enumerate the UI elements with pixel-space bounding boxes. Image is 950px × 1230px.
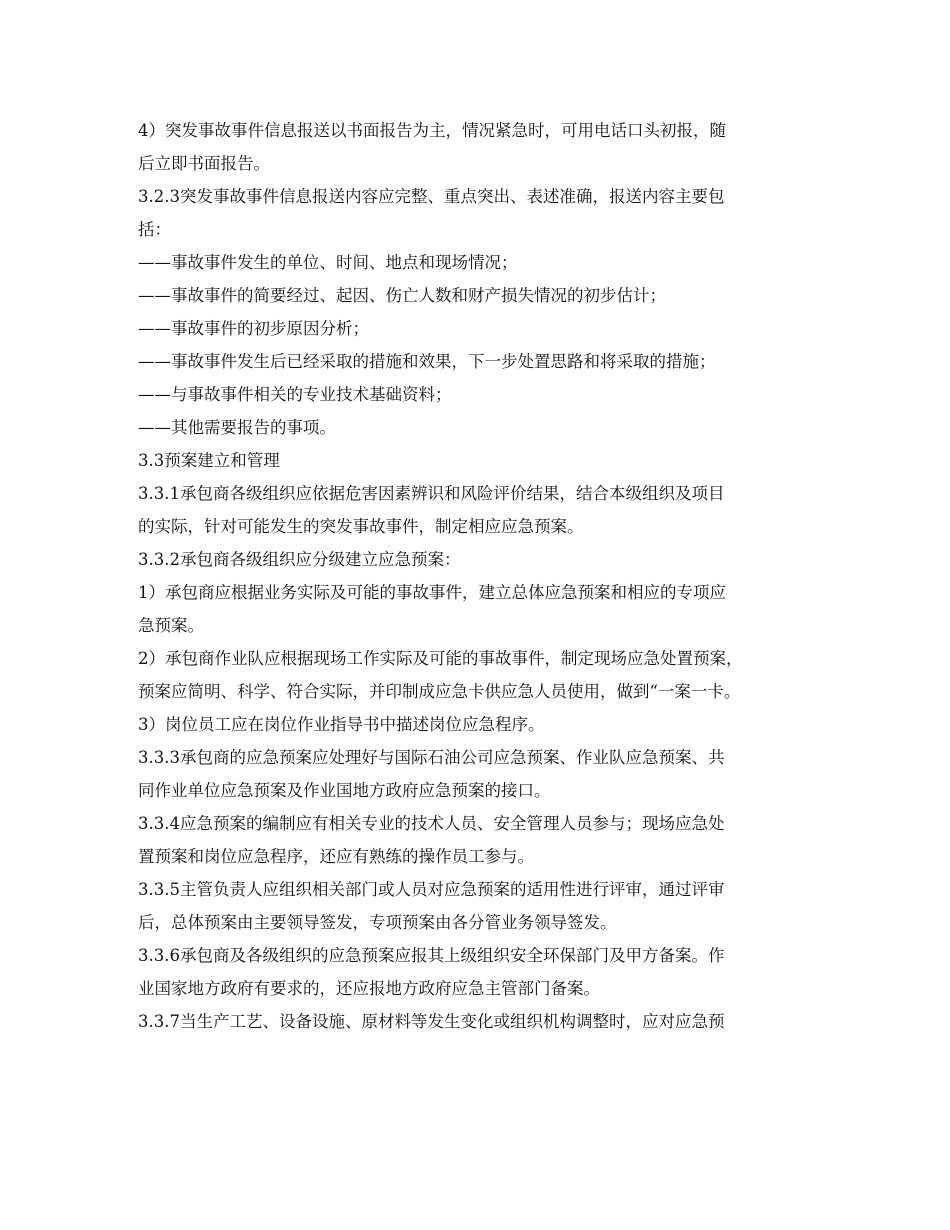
text-line: ——事故事件的简要经过、起因、伤亡人数和财产损失情况的初步估计； — [138, 286, 666, 305]
text-line: 4）突发事故事件信息报送以书面报告为主，情况紧急时，可用电话口头初报，随 — [138, 121, 726, 140]
text-line: ——事故事件发生的单位、时间、地点和现场情况； — [138, 253, 518, 272]
text-line: ——事故事件发生后已经采取的措施和效果，下一步处置思路和将采取的措施； — [138, 352, 716, 371]
text-line: 后立即书面报告。 — [138, 154, 270, 173]
text-line: 3）岗位员工应在岗位作业指导书中描述岗位应急程序。 — [138, 715, 545, 734]
text-line: 3.2.3突发事故事件信息报送内容应完整、重点突出、表述准确，报送内容主要包 — [138, 187, 725, 206]
text-line: ——事故事件的初步原因分析； — [138, 319, 369, 338]
text-line: 括： — [138, 220, 171, 239]
text-line: 3.3.6承包商及各级组织的应急预案应报其上级组织安全环保部门及甲方备案。作 — [138, 946, 725, 965]
text-line: 预案应简明、科学、符合实际，并印制成应急卡供应急人员使用，做到“一案一卡。 — [138, 682, 741, 701]
text-line: 3.3.4应急预案的编制应有相关专业的技术人员、安全管理人员参与；现场应急处 — [138, 814, 725, 833]
text-line: 后，总体预案由主要领导签发，专项预案由各分管业务领导签发。 — [138, 913, 617, 932]
text-line: 2）承包商作业队应根据现场工作实际及可能的事故事件，制定现场应急处置预案， — [138, 649, 743, 668]
document-body — [138, 114, 828, 1038]
text-line: 同作业单位应急预案及作业国地方政府应急预案的接口。 — [138, 781, 551, 800]
text-line: 3.3.7当生产工艺、设备设施、原材料等发生变化或组织机构调整时，应对应急预 — [138, 1012, 725, 1031]
text-line: 1）承包商应根据业务实际及可能的事故事件，建立总体应急预案和相应的专项应 — [138, 583, 726, 602]
text-line: ——其他需要报告的事项。 — [138, 418, 336, 437]
text-line: 3.3.3承包商的应急预案应处理好与国际石油公司应急预案、作业队应急预案、共 — [138, 748, 725, 767]
section-heading: 3.3预案建立和管理 — [138, 451, 280, 470]
text-line: 的实际，针对可能发生的突发事故事件，制定相应应急预案。 — [138, 517, 584, 536]
text-line: 3.3.1承包商各级组织应依据危害因素辨识和风险评价结果，结合本级组织及项目 — [138, 484, 725, 503]
text-line: 3.3.5主管负责人应组织相关部门或人员对应急预案的适用性进行评审，通过评审 — [138, 880, 725, 899]
text-line: 置预案和岗位应急程序，还应有熟练的操作员工参与。 — [138, 847, 534, 866]
text-line: 3.3.2承包商各级组织应分级建立应急预案： — [138, 550, 461, 569]
text-line: 业国家地方政府有要求的，还应报地方政府应急主管部门备案。 — [138, 979, 600, 998]
text-line: 急预案。 — [138, 616, 204, 635]
text-line: ——与事故事件相关的专业技术基础资料； — [138, 385, 452, 404]
